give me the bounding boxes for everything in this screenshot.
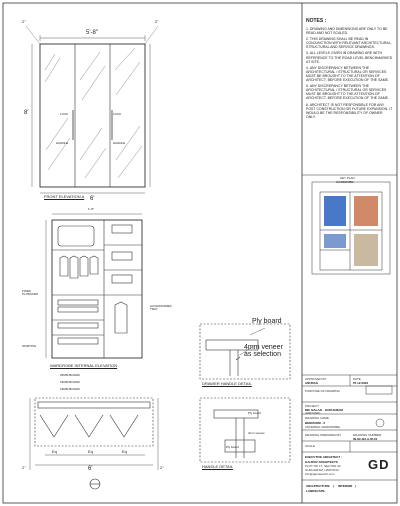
architect-line-2: GURUGRAM, HARYANA: [305, 468, 339, 472]
handle-label-2: 4mm veneer: [248, 431, 265, 435]
key-plan-title: KEY PLAN: [340, 176, 355, 180]
front-elevation-title: FRONT ELEVATION A: [44, 194, 85, 199]
footer-separator: |: [355, 484, 356, 488]
footer-landscape: LANDSCAPE: [306, 489, 325, 493]
note-item: 2. THIS DRAWING SHALL BE READ IN CONJUNCTION WITH RELEVANT ARCHITECTURAL, STRUCTURAL AND SERVICE DRAWINGS.: [306, 37, 392, 50]
plan-eq-1: Eq: [52, 449, 57, 454]
plan-board-1: 25MM BOARD: [60, 373, 80, 377]
footer-separator: |: [333, 484, 334, 488]
footer-architecture: ARCHITECTURE: [306, 484, 330, 488]
key-plan-subtitle: WARDROBE: [336, 180, 354, 184]
plan-eq-2: Eq: [88, 449, 93, 454]
architect-line-3: info@gauravarch.com: [305, 472, 335, 476]
note-item: 4. ANY DISCREPANCY BETWEEN THE ARCHITECTURAL / STRUCTURAL OR SERVICES MUST BE BROUGHT TO THE ATTENTION OF ARCHITECT, BEFORE EXECUTION OF THE SAME.: [306, 65, 389, 83]
handle-detail: [200, 398, 290, 462]
internal-elevation: [46, 214, 142, 358]
drawer-detail-title: DRAWER HANDLE DETAIL: [202, 381, 252, 386]
handle-label-3: Ply board: [226, 445, 239, 449]
drawing-number-label: DRAWING NUMBER: [353, 433, 382, 437]
note-item: 6. ARCHITECT IS NOT RESPONSIBLE FOR ANY POST CONSTRUCTION OR FUTURE EXPANSION. IT WOULD BE THE RESPONSIBILITY OF OWNER ONLY.: [306, 102, 393, 119]
drawer-label-veneer: 4mm veneer as selection: [244, 344, 283, 358]
plan-dim-right: 2": [160, 465, 164, 470]
date-label: DATE: [353, 377, 361, 381]
purpose-label: PURPOSE OF DRAWING: [305, 389, 340, 393]
drawer-label-ply: Ply board: [252, 318, 282, 325]
plan-dim-bottom: 6': [88, 466, 93, 472]
project-sub: (GROUND): [305, 411, 321, 415]
drawing-name-label: DRAWING NAME: [305, 416, 329, 420]
approved-by-label: APPROVED BY: [305, 377, 327, 381]
footer-interior: INTERIOR: [338, 484, 353, 488]
front-dim-bottom: 6': [90, 196, 95, 202]
drawing-prepared-label: DRAWING PREPARED BY: [305, 433, 342, 437]
wardrobe-plan: [30, 398, 158, 489]
plan-eq-3: Eq: [122, 449, 127, 454]
handle-label-1: Ply board: [248, 411, 261, 415]
approved-by-value: ANURAG: [305, 381, 319, 385]
note-item: 1. DRAWING AND DIMENSIONS ARE ONLY TO BE READ AND NOT SCALED.: [306, 27, 388, 36]
drawing-number-value: IN-GF-B2-A-W-01: [353, 437, 378, 441]
front-handle-left: HANDLE: [56, 141, 69, 145]
drawing-name-value: BEDROOM - 2: [305, 421, 326, 425]
project-label: PROJECT: [305, 404, 320, 408]
firm-logo: GD: [368, 457, 390, 472]
date-value: 07.12.2023: [353, 381, 369, 385]
front-elevation: [26, 26, 158, 193]
notes-list: [306, 27, 393, 121]
front-dim-left-top: 2": [22, 19, 26, 24]
internal-label-tray: ACCESSORIES TRAY: [150, 304, 172, 311]
internal-elevation-title: WARDROBE INTERNAL ELEVATION: [50, 363, 118, 368]
internal-label-skirting: SKIRTING: [22, 344, 37, 348]
plan-board-3: 19MM BOARD: [60, 387, 80, 391]
notes-title: NOTES :: [306, 18, 327, 24]
architect-name: GAURAV ARCHITECTS: [305, 460, 338, 464]
front-dim-height: 8': [24, 110, 29, 116]
plan-dim-left: 2": [22, 465, 26, 470]
front-dim-right-top: 2": [155, 19, 159, 24]
architect-label: EXECUTIVE ARCHITECT :: [305, 455, 342, 459]
front-dim-top: 5'-8": [86, 30, 98, 36]
internal-dim-top: 1'-8": [88, 207, 94, 211]
front-lock-right: LOCK: [113, 112, 122, 116]
internal-label-hang: FIXED PLYBOARD: [22, 289, 39, 296]
key-plan: [312, 182, 390, 274]
architect-line-1: PLOT NO 17, SECTOR 44: [305, 464, 341, 468]
note-item: 3. ALL LEVELS GIVEN IN DRAWING ARE WITH REFERENCE TO THE ROAD LEVEL BENCHMARKED AT SITE.: [306, 51, 393, 64]
front-lock-left: LOCK: [60, 112, 69, 116]
project-value: MR. BALAJI - GURUGRAM: [305, 408, 343, 412]
drawing-name-sub: (INTERNAL WARDROBE): [305, 425, 341, 429]
handle-detail-title: HANDLE DETAIL: [202, 464, 234, 469]
scale-label: SCALE: [305, 444, 315, 448]
front-handle-right: HANDLE: [113, 141, 126, 145]
note-item: 5. ANY DISCREPANCY BETWEEN THE ARCHITECTURAL / STRUCTURAL OR SERVICES MUST BE BROUGHT TO THE ATTENTION OF ARCHITECT, BEFORE EXECUTION OF THE SAME.: [306, 84, 389, 101]
plan-board-2: 19MM BOARD: [60, 380, 80, 384]
